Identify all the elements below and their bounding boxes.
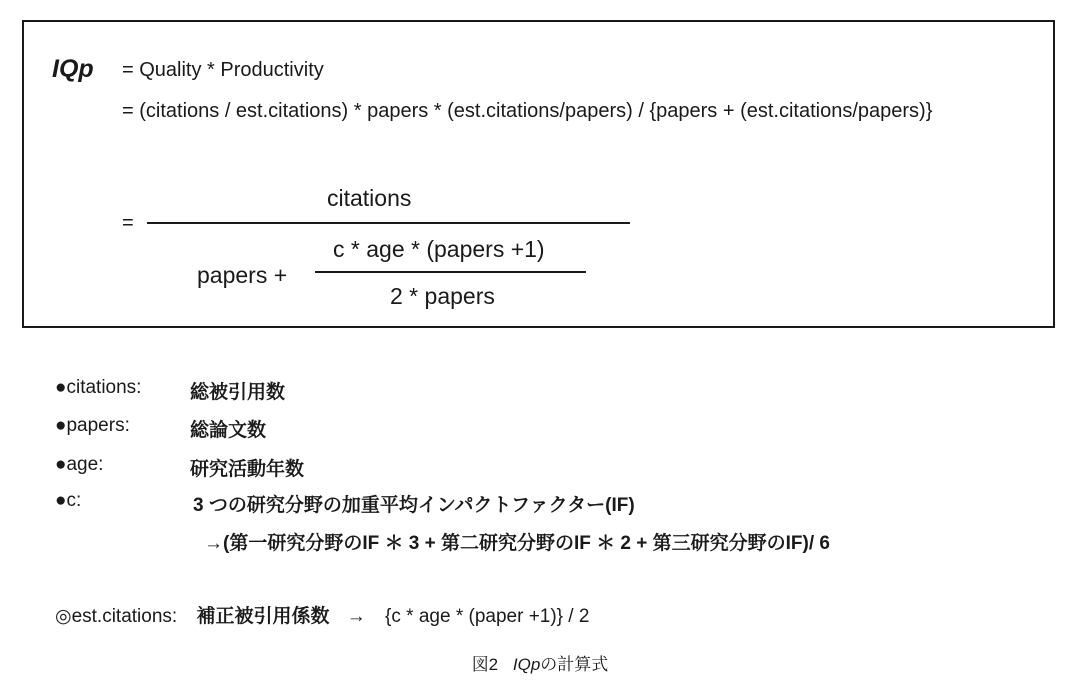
definition-label: ●papers: [55,415,130,436]
est-formula: {c * age * (paper +1)} / 2 [385,606,590,627]
est-arrow: → [346,606,366,627]
definition-value: 総被引用数 [190,382,286,403]
definition-value: 総論文数 [190,420,267,441]
inner-denominator: 2 * papers [390,283,495,309]
figure-caption [0,650,1080,675]
definition-value: 研究活動年数 [190,459,305,480]
caption-symbol: IQp [512,655,541,674]
definition-label: ●age: [55,454,104,475]
definition-label: ●c: [55,490,82,511]
caption-suffix: の計算式 [540,655,609,674]
definition-label: ●citations: [55,377,142,398]
c-weighted-formula: →(第一研究分野のIF ＊ 3 + 第二研究分野のIF ＊ 2 + 第三研究分野のIF)/ 6 [204,533,830,554]
caption-prefix: 図2 [471,655,499,674]
main-fraction-bar [147,222,630,224]
formula-line-expanded: = (citations / est.citations) * papers * (est.citations/papers) / {papers + (est.citations/papers)} [122,100,933,122]
inner-fraction-bar [315,271,586,273]
fraction-equals: = [122,212,134,234]
est-citations-line [55,601,589,628]
inner-numerator: c * age * (papers +1) [333,236,545,262]
denominator-prefix: papers + [197,262,288,288]
formula-line-quality: = Quality * Productivity [122,59,324,81]
est-name: 補正被引用係数 [196,606,330,627]
iqp-symbol: IQp [52,55,94,83]
fraction-numerator: citations [327,185,412,211]
est-label: ◎est.citations: [55,606,178,627]
definition-value: 3 つの研究分野の加重平均インパクトファクター(IF) [193,495,635,516]
